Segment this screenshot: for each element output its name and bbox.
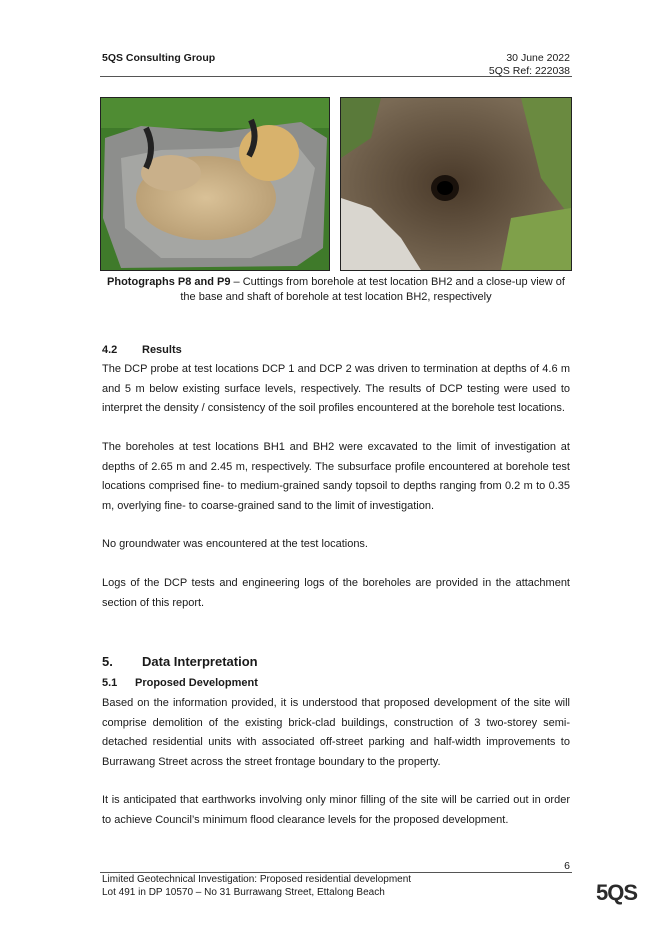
photo-p9-borehole	[340, 97, 572, 271]
paragraph: The boreholes at test locations BH1 and BH2 were excavated to the limit of investigation at depths of 2.65 m and 2.45 m, respectively. The subsurface profile encountered at borehole test locations comprised fine- to medium-grained sandy topsoil to depths ranging from 0.2 m to 0.35 m, overlying fine- to coarse-grained sand to the limit of investigation.	[102, 441, 570, 512]
section-5-1-heading	[102, 677, 258, 689]
header-rule	[100, 76, 572, 77]
section-5-title: Data Interpretation	[142, 654, 258, 669]
page-number: 6	[564, 860, 570, 872]
header-company: 5QS Consulting Group	[102, 52, 216, 64]
footer-rule	[100, 872, 572, 873]
section-4-2-title: Results	[142, 344, 182, 356]
header-date: 30 June 2022	[506, 52, 570, 64]
paragraph: The DCP probe at test locations DCP 1 and DCP 2 was driven to termination at depths of 4.6 m and 5 m below existing surface levels, respectively. The results of DCP testing were used to interpret the density / consistency of the soil profiles encountered at the borehole test locations.	[102, 363, 570, 414]
header-ref: 5QS Ref: 222038	[488, 65, 570, 77]
footer-text	[102, 874, 411, 899]
photo-caption-label: Photographs P8 and P9	[107, 276, 231, 288]
paragraph: Logs of the DCP tests and engineering logs of the boreholes are provided in the attachment section of this report.	[102, 577, 570, 609]
photo-p8-cuttings	[100, 97, 330, 271]
section-5-number: 5.	[102, 654, 113, 669]
section-4-2-heading	[102, 344, 182, 356]
footer-line-2: Lot 491 in DP 10570 – No 31 Burrawang Street, Ettalong Beach	[102, 886, 385, 898]
footer-line-1: Limited Geotechnical Investigation: Proposed residential development	[102, 874, 412, 885]
paragraph: No groundwater was encountered at the test locations.	[102, 538, 368, 550]
company-logo: 5QS	[596, 880, 638, 905]
section-4-2-number: 4.2	[102, 344, 118, 356]
photo-caption-text: – Cuttings from borehole at test location BH2 and a close-up view of the base and shaft of borehole at test location BH2, respectively	[180, 276, 565, 303]
section-5-1-number: 5.1	[102, 677, 118, 689]
paragraph: It is anticipated that earthworks involving only minor filling of the site will be carried out in order to achieve Council’s minimum flood clearance levels for the proposed development.	[102, 794, 570, 826]
section-5-1-title: Proposed Development	[135, 677, 258, 689]
section-5-heading	[102, 654, 258, 669]
header-meta	[489, 52, 570, 78]
paragraph: Based on the information provided, it is understood that proposed development of the site will comprise demolition of the existing brick-clad buildings, construction of 3 two-storey semi-detached residential units with associated off-street parking and half-width improvements to Burrawang Street across the street frontage boundary to the property.	[102, 697, 570, 768]
photo-caption	[100, 275, 572, 305]
